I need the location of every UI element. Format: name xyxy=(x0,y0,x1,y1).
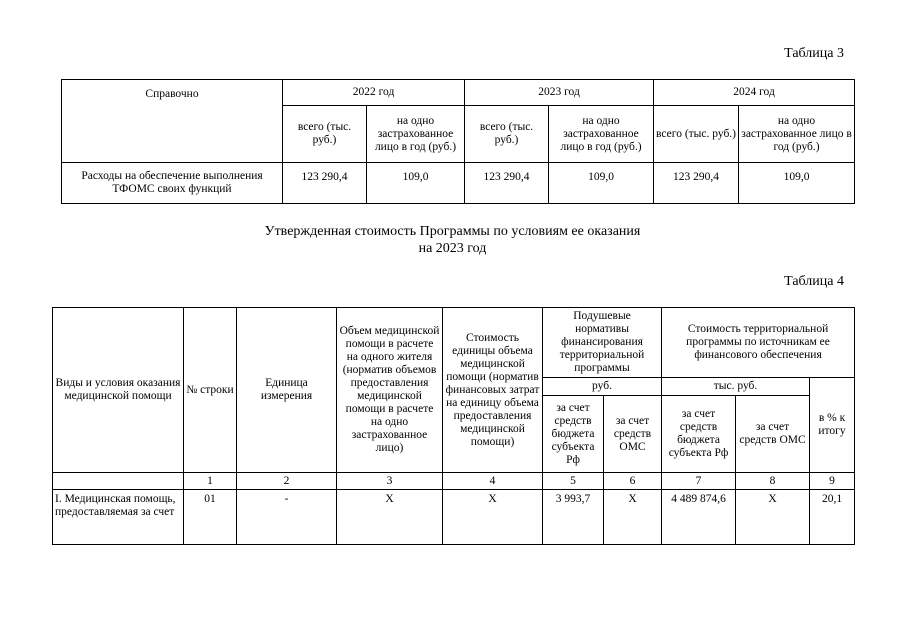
total-header: всего (тыс. руб.) xyxy=(283,106,367,163)
table-cell: Х xyxy=(736,490,810,545)
total-header: всего (тыс. руб.) xyxy=(654,106,739,163)
table-cell: 20,1 xyxy=(810,490,855,545)
territorial-cost-header: Стоимость территориальной программы по источникам ее финансового обеспечения xyxy=(662,308,855,378)
column-number: 4 xyxy=(443,473,543,490)
table-4-caption: Таблица 4 xyxy=(784,274,844,289)
per-insured-header: на одно застрахованное лицо в год (руб.) xyxy=(549,106,654,163)
column-number: 2 xyxy=(237,473,337,490)
types-header: Виды и условия оказания медицинской помощи xyxy=(53,308,184,473)
table-cell: 109,0 xyxy=(367,163,465,204)
table-cell: Х xyxy=(337,490,443,545)
column-number: 7 xyxy=(662,473,736,490)
column-number: 8 xyxy=(736,473,810,490)
rub-header: руб. xyxy=(543,378,662,396)
table-cell: 109,0 xyxy=(549,163,654,204)
table-cell: 3 993,7 xyxy=(543,490,604,545)
budget-header: за счет средств бюджета субъекта Рф xyxy=(662,396,736,473)
table-cell: Х xyxy=(443,490,543,545)
row-label: I. Медицинская помощь, предоставляемая за счет xyxy=(53,490,184,545)
budget-header: за счет средств бюджета субъекта Рф xyxy=(543,396,604,473)
cost-header: Стоимость единицы объема медицинской помощи (норматив финансовых затрат на единицу объема предоставления медицинской помощи) xyxy=(443,308,543,473)
table-cell: 109,0 xyxy=(739,163,855,204)
table-cell: - xyxy=(237,490,337,545)
heading-line-2: на 2023 год xyxy=(418,241,487,256)
per-insured-header: на одно застрахованное лицо в год (руб.) xyxy=(739,106,855,163)
column-number: 6 xyxy=(604,473,662,490)
table-3-caption: Таблица 3 xyxy=(784,46,844,61)
column-number: 1 xyxy=(184,473,237,490)
table-cell: Х xyxy=(604,490,662,545)
table-cell: 123 290,4 xyxy=(465,163,549,204)
row-number-header: № строки xyxy=(184,308,237,473)
volume-header: Объем медицинской помощи в расчете на одного жителя (норматив объемов предоставления медицинской помощи в расчете на одно застрахованное лицо) xyxy=(337,308,443,473)
table-cell: 123 290,4 xyxy=(654,163,739,204)
table-cell: 123 290,4 xyxy=(283,163,367,204)
per-insured-header: на одно застрахованное лицо в год (руб.) xyxy=(367,106,465,163)
oms-header: за счет средств ОМС xyxy=(736,396,810,473)
year-header-2024: 2024 год xyxy=(654,80,855,106)
year-header-2022: 2022 год xyxy=(283,80,465,106)
table-4 xyxy=(52,307,855,545)
column-number xyxy=(53,473,184,490)
table-cell: 4 489 874,6 xyxy=(662,490,736,545)
year-header-2023: 2023 год xyxy=(465,80,654,106)
column-number: 3 xyxy=(337,473,443,490)
table-cell: 01 xyxy=(184,490,237,545)
column-number: 5 xyxy=(543,473,604,490)
thousand-rub-header: тыс. руб. xyxy=(662,378,810,396)
heading-line-1: Утвержденная стоимость Программы по условиям ее оказания xyxy=(264,224,641,239)
section-heading xyxy=(0,223,905,257)
column-number: 9 xyxy=(810,473,855,490)
per-capita-header: Подушевые нормативы финансирования территориальной программы xyxy=(543,308,662,378)
reference-header: Справочно xyxy=(62,80,283,163)
percent-header: в % к итогу xyxy=(810,378,855,473)
row-label: Расходы на обеспечение выполнения ТФОМС своих функций xyxy=(62,163,283,204)
table-3 xyxy=(61,79,855,204)
unit-header: Единица измерения xyxy=(237,308,337,473)
total-header: всего (тыс. руб.) xyxy=(465,106,549,163)
oms-header: за счет средств ОМС xyxy=(604,396,662,473)
